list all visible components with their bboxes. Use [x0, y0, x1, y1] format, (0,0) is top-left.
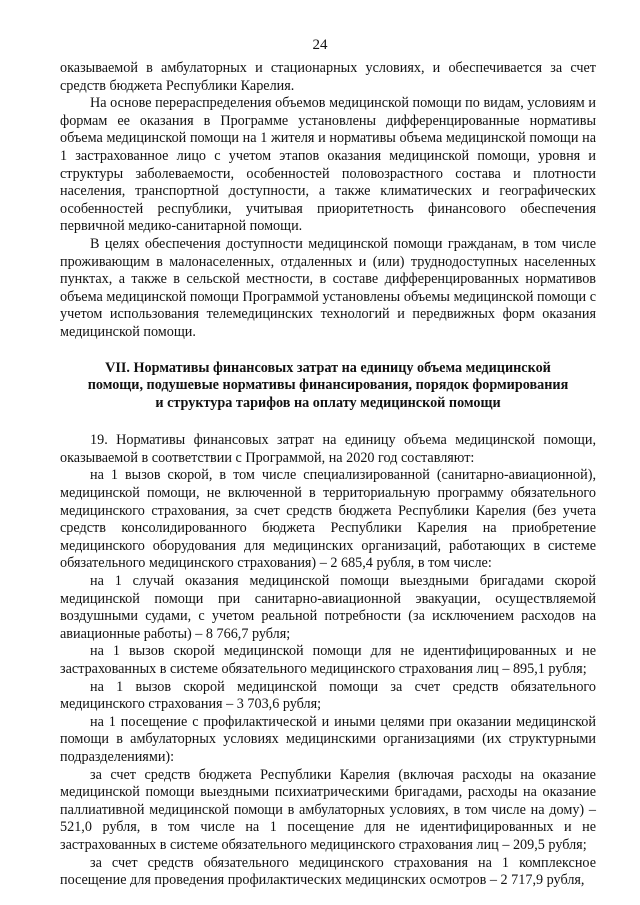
paragraph-ambulance-call: на 1 вызов скорой, в том числе специализированной (санитарно-авиационной), медицинской помощи, не включенной в территориальную программу обязательного медицинского страхования, за счет средств бюджета Республики Карелия (без учета средств консолидированного бюджета Республики Карелия на приобретение медицинского оборудования для медицинских организаций, работающих в системе обязательного медицинского страхования) – 2 685,4 рубля, в том числе:	[60, 467, 596, 572]
paragraph-accessibility: В целях обеспечения доступности медицинской помощи гражданам, в том числе проживающим в малонаселенных, отдаленных и (или) труднодоступных населенных пунктах, а также в сельской местности, в составе дифференцированных нормативов объема медицинской помощи Программой установлены объемы медицинской помощи с учетом использования телемедицинских технологий и передвижных форм оказания медицинской помощи.	[60, 235, 596, 340]
paragraph-oms-complex-visit: за счет средств обязательного медицинского страхования на 1 комплексное посещение для проведения профилактических медицинских осмотров – 2 717,9 рубля,	[60, 854, 596, 889]
paragraph-air-evacuation: на 1 случай оказания медицинской помощи выездными бригадами скорой медицинской помощи при санитарно-авиационной эвакуации, осуществляемой воздушными судами, с учетом реальной потребности (за исключением расходов на авиационные работы) – 8 766,7 рубля;	[60, 573, 596, 642]
section-heading-line: и структура тарифов на оплату медицинской помощи	[155, 394, 501, 411]
section-heading	[60, 360, 596, 413]
document-body	[60, 60, 596, 890]
paragraph-oms-call: на 1 вызов скорой медицинской помощи за счет средств обязательного медицинского страхования – 3 703,6 рубля;	[60, 678, 596, 713]
paragraph-continuation: оказываемой в амбулаторных и стационарных условиях, и обеспечивается за счет средств бюджета Республики Карелия.	[60, 60, 596, 94]
paragraph-visit-preventive: на 1 посещение с профилактической и иными целями при оказании медицинской помощи в амбулаторных условиях медицинскими организациями (их структурными подразделениями):	[60, 713, 596, 765]
section-heading-line: помощи, подушевые нормативы финансирования, порядок формирования	[87, 377, 569, 394]
paragraph-uninsured-call: на 1 вызов скорой медицинской помощи для не идентифицированных и не застрахованных в системе обязательного медицинского страхования лиц – 895,1 рубля;	[60, 643, 596, 677]
section-heading-line: VII. Нормативы финансовых затрат на единицу объема медицинской	[105, 359, 551, 376]
paragraph-item-19: 19. Нормативы финансовых затрат на единицу объема медицинской помощи, оказываемой в соответствии с Программой, на 2020 год составляют:	[60, 432, 596, 466]
paragraph-differentiated-norms: На основе перераспределения объемов медицинской помощи по видам, условиям и формам ее оказания в Программе установлены дифференцированные нормативы объема медицинской помощи на 1 жителя и нормативы объема медицинской помощи на 1 застрахованное лицо с учетом этапов оказания медицинской помощи, уровня и структуры заболеваемости, особенностей половозрастного состава и плотности населения, транспортной доступности, а также климатических и географических особенностей республики, учитывая приоритетность финансового обеспечения первичной медико-санитарной помощи.	[60, 95, 596, 235]
page-number: 24	[312, 37, 328, 53]
paragraph-budget-visit: за счет средств бюджета Республики Карелия (включая расходы на оказание медицинской помощи выездными психиатрическими бригадами, расходы на оказание паллиативной медицинской помощи в амбулаторных условиях, в том числе на дому) – 521,0 рубля, в том числе на 1 посещение для не идентифицированных и не застрахованных в системе обязательного медицинского страхования лиц – 209,5 рубля;	[60, 766, 596, 853]
